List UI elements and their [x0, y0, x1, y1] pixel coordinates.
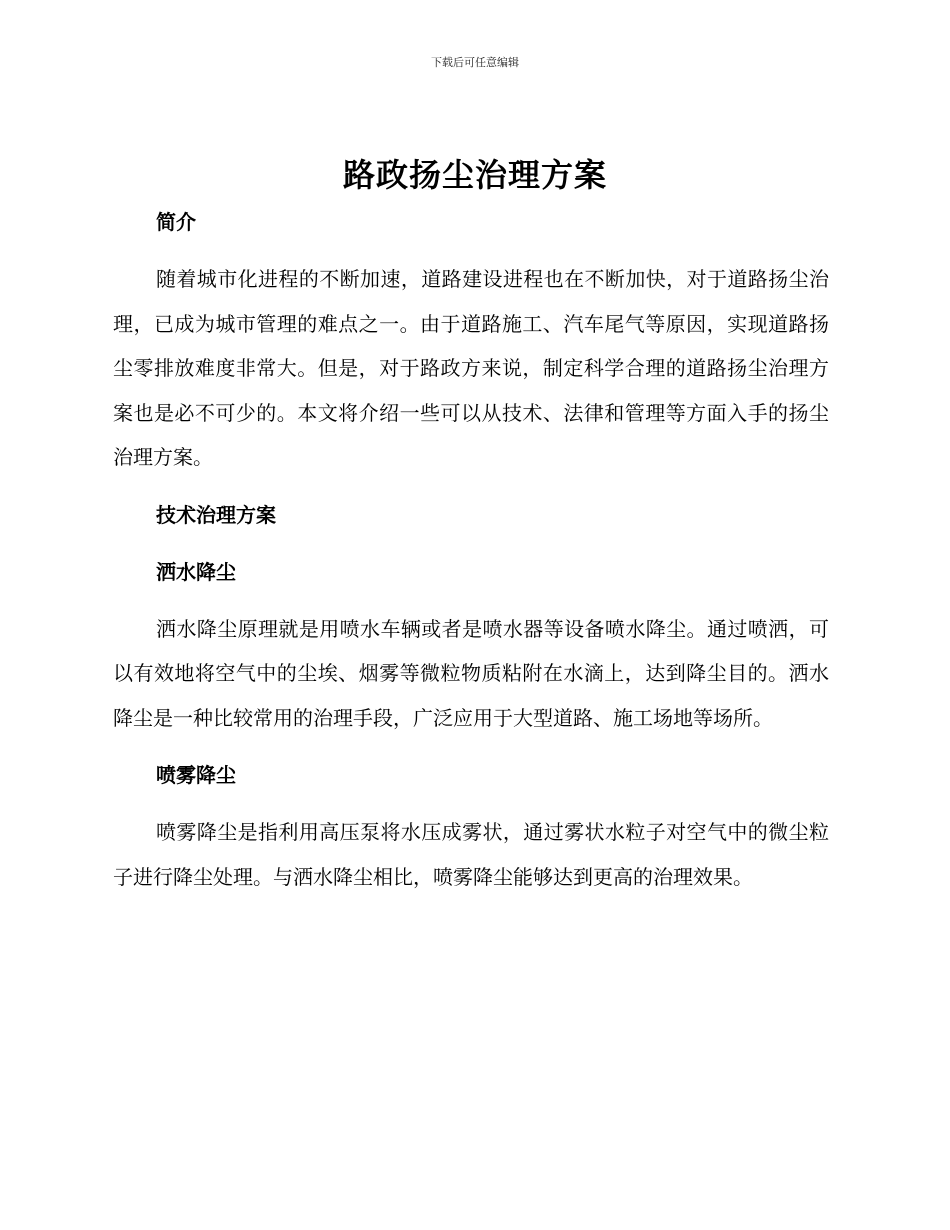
subsection-heading-spray: 喷雾降尘	[156, 763, 236, 787]
paragraph-intro: 随着城市化进程的不断加速，道路建设进程也在不断加快，对于道路扬尘治理，已成为城市管理的难点之一。由于道路施工、汽车尾气等原因，实现道路扬尘零排放难度非常大。但是，对于路政方来说，制定科学合理的道路扬尘治理方案也是必不可少的。本文将介绍一些可以从技术、法律和管理等方面入手的扬尘治理方案。	[113, 267, 829, 469]
document-body	[113, 200, 829, 899]
section-heading-intro: 简介	[156, 210, 196, 234]
paragraph-spray: 喷雾降尘是指利用高压泵将水压成雾状，通过雾状水粒子对空气中的微尘粒子进行降尘处理。与洒水降尘相比，喷雾降尘能够达到更高的治理效果。	[113, 820, 829, 889]
section-heading-tech: 技术治理方案	[156, 502, 276, 527]
page-header-note: 下载后可任意编辑	[431, 56, 519, 69]
paragraph-sprinkle: 洒水降尘原理就是用喷水车辆或者是喷水器等设备喷水降尘。通过喷洒，可以有效地将空气中的尘埃、烟雾等微粒物质粘附在水滴上，达到降尘目的。洒水降尘是一种比较常用的治理手段，广泛应用于大型道路、施工场地等场所。	[113, 616, 829, 730]
subsection-heading-sprinkle: 洒水降尘	[156, 559, 236, 584]
document-title: 路政扬尘治理方案	[342, 156, 607, 194]
